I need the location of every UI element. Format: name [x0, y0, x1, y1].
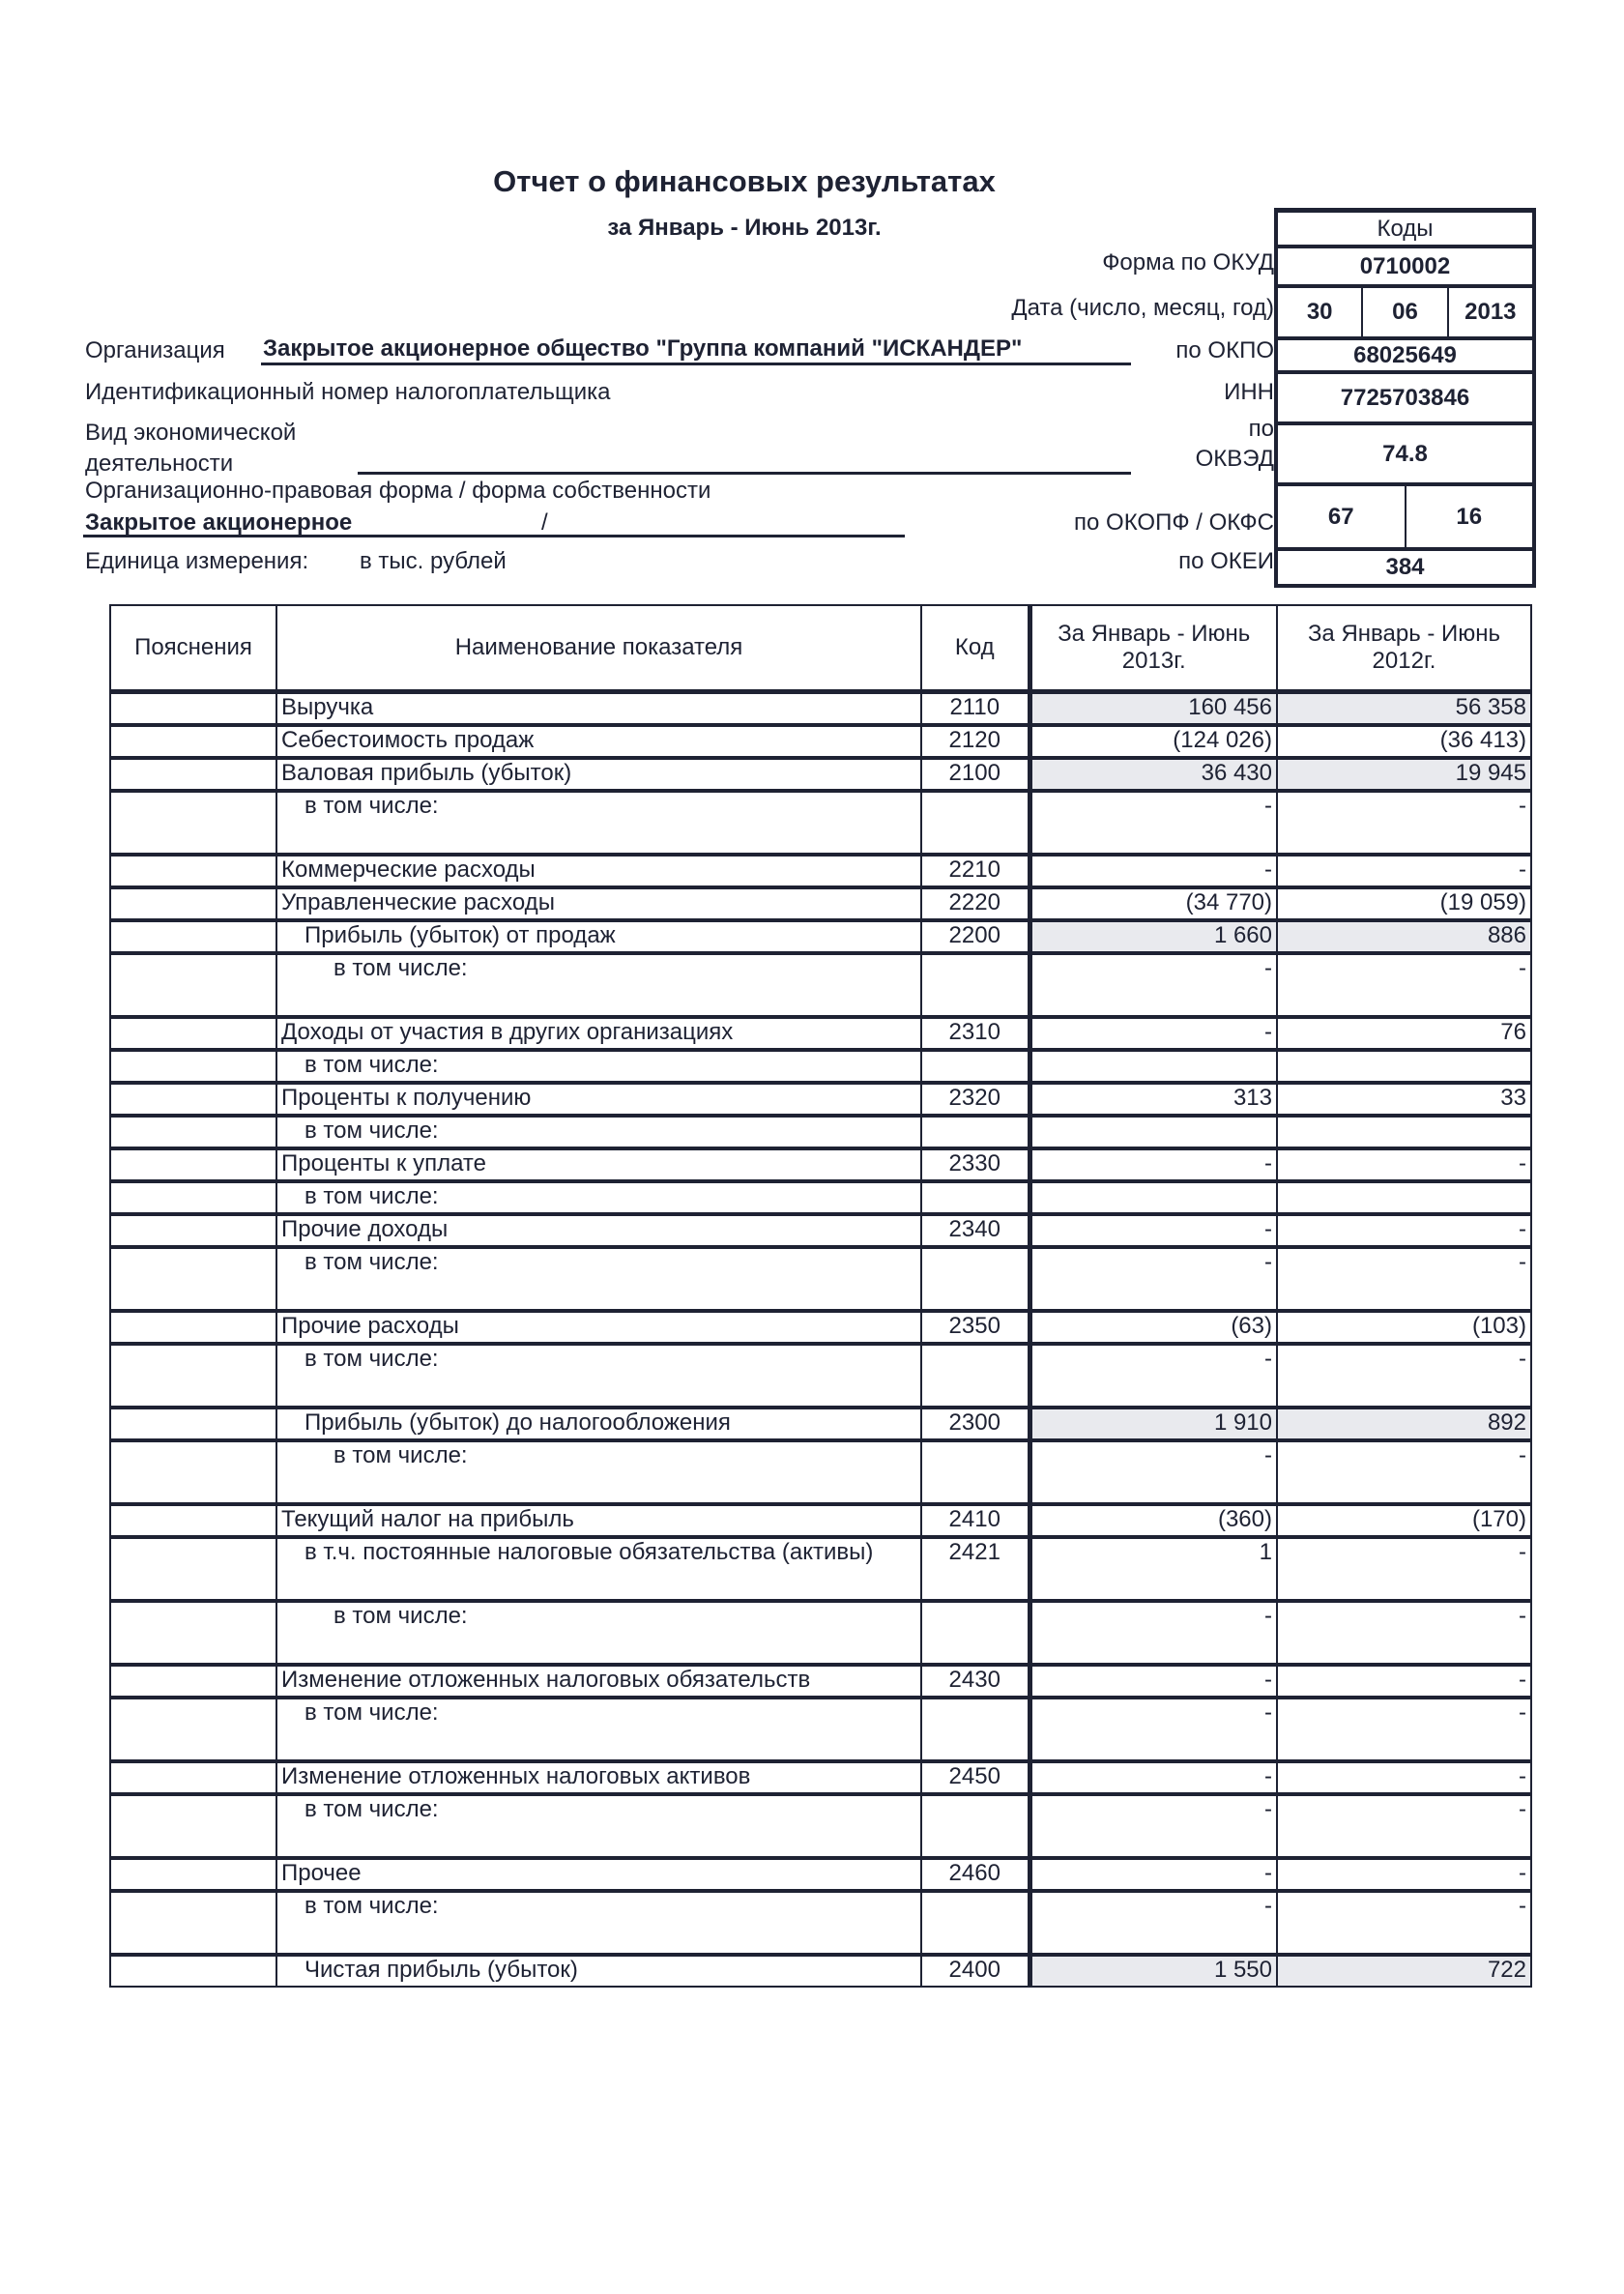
okei-label: по ОКЕИ	[1178, 548, 1274, 574]
table-row	[110, 1181, 1531, 1214]
row-code	[921, 1440, 1030, 1504]
row-notes	[110, 692, 276, 726]
row-indicator: в том числе:	[276, 1181, 921, 1214]
row-value-2013: (34 770)	[1030, 887, 1277, 920]
row-code: 2421	[921, 1537, 1030, 1601]
row-value-2013: -	[1030, 1891, 1277, 1955]
inn-label: Идентификационный номер налогоплательщика	[85, 379, 611, 405]
row-value-2012: (19 059)	[1277, 887, 1531, 920]
row-value-2012	[1277, 1116, 1531, 1148]
row-value-2012: (170)	[1277, 1504, 1531, 1537]
row-indicator: Изменение отложенных налоговых активов	[276, 1761, 921, 1794]
row-value-2012: -	[1277, 1214, 1531, 1247]
codes-header: Коды	[1278, 213, 1532, 248]
row-notes	[110, 1344, 276, 1408]
row-value-2013: 1 550	[1030, 1955, 1277, 1987]
okved-label-2: ОКВЭД	[1195, 446, 1274, 472]
table-row	[110, 758, 1531, 791]
row-indicator: Прочее	[276, 1858, 921, 1891]
row-value-2012: 892	[1277, 1408, 1531, 1440]
table-row	[110, 1891, 1531, 1955]
table-row	[110, 1247, 1531, 1311]
okved-label-1: по	[1248, 416, 1274, 442]
organization-underline	[261, 363, 1131, 365]
row-notes	[110, 1537, 276, 1601]
row-code	[921, 1050, 1030, 1083]
row-value-2013: 313	[1030, 1083, 1277, 1116]
row-code	[921, 1116, 1030, 1148]
okud-label: Форма по ОКУД	[1102, 249, 1274, 276]
row-code	[921, 1344, 1030, 1408]
row-code: 2430	[921, 1665, 1030, 1698]
row-code	[921, 791, 1030, 855]
row-notes	[110, 887, 276, 920]
legal-form-label: Организационно-правовая форма / форма собственности	[85, 478, 711, 504]
row-value-2013: -	[1030, 1858, 1277, 1891]
row-notes	[110, 1116, 276, 1148]
row-code: 2310	[921, 1017, 1030, 1050]
row-code: 2100	[921, 758, 1030, 791]
table-row	[110, 1214, 1531, 1247]
row-value-2012: 33	[1277, 1083, 1531, 1116]
row-notes	[110, 1601, 276, 1665]
report-period: за Январь - Июнь 2013г.	[607, 215, 882, 241]
inn-code: 7725703846	[1278, 374, 1532, 425]
col-notes: Пояснения	[110, 605, 276, 692]
row-indicator: в том числе:	[276, 1794, 921, 1858]
row-value-2012: -	[1277, 1148, 1531, 1181]
row-value-2012: -	[1277, 791, 1531, 855]
col-2012: За Январь - Июнь 2012г.	[1277, 605, 1531, 692]
row-value-2012: -	[1277, 1537, 1531, 1601]
row-notes	[110, 725, 276, 758]
row-code: 2400	[921, 1955, 1030, 1987]
row-value-2012: 56 358	[1277, 692, 1531, 726]
okopf-code: 67	[1327, 503, 1354, 530]
row-notes	[110, 1504, 276, 1537]
row-notes	[110, 1181, 276, 1214]
row-indicator: в том числе:	[276, 1891, 921, 1955]
row-value-2013: -	[1030, 1761, 1277, 1794]
row-indicator: Прибыль (убыток) до налогообложения	[276, 1408, 921, 1440]
activity-underline	[358, 472, 1131, 475]
row-code	[921, 1698, 1030, 1761]
row-notes	[110, 1148, 276, 1181]
row-notes	[110, 758, 276, 791]
row-value-2013: 1 910	[1030, 1408, 1277, 1440]
table-row	[110, 692, 1531, 726]
row-value-2013: -	[1030, 1148, 1277, 1181]
row-value-2013: 36 430	[1030, 758, 1277, 791]
row-value-2012: 76	[1277, 1017, 1531, 1050]
activity-label-1: Вид экономической	[85, 420, 297, 446]
legal-form-value: Закрытое акционерное	[85, 509, 353, 536]
row-code	[921, 1181, 1030, 1214]
row-value-2012: -	[1277, 1794, 1531, 1858]
date-label: Дата (число, месяц, год)	[1011, 295, 1274, 321]
table-row	[110, 1504, 1531, 1537]
row-notes	[110, 1408, 276, 1440]
row-value-2012: -	[1277, 1665, 1531, 1698]
row-value-2013: 160 456	[1030, 692, 1277, 726]
row-code: 2340	[921, 1214, 1030, 1247]
row-value-2013	[1030, 1050, 1277, 1083]
date-day: 30	[1306, 299, 1333, 325]
row-indicator: Чистая прибыль (убыток)	[276, 1955, 921, 1987]
row-value-2013: (360)	[1030, 1504, 1277, 1537]
okopf-label: по ОКОПФ / ОКФС	[1074, 509, 1274, 536]
row-value-2013: (63)	[1030, 1311, 1277, 1344]
inn-code-label: ИНН	[1224, 379, 1274, 405]
financial-results-table	[109, 604, 1532, 1988]
okopf-okfs-codes	[1278, 486, 1532, 551]
row-indicator: в том числе:	[276, 1116, 921, 1148]
row-notes	[110, 1858, 276, 1891]
row-value-2013: -	[1030, 1665, 1277, 1698]
row-value-2012	[1277, 1181, 1531, 1214]
row-value-2013: -	[1030, 1017, 1277, 1050]
row-code: 2320	[921, 1083, 1030, 1116]
row-notes	[110, 1017, 276, 1050]
row-indicator: Прочие расходы	[276, 1311, 921, 1344]
table-row	[110, 1698, 1531, 1761]
row-code: 2410	[921, 1504, 1030, 1537]
row-value-2012: 722	[1277, 1955, 1531, 1987]
unit-label: Единица измерения:	[85, 548, 309, 574]
row-value-2012	[1277, 1050, 1531, 1083]
row-notes	[110, 953, 276, 1017]
table-row	[110, 1017, 1531, 1050]
table-row	[110, 887, 1531, 920]
row-indicator: Изменение отложенных налоговых обязательств	[276, 1665, 921, 1698]
row-value-2013: -	[1030, 1440, 1277, 1504]
row-notes	[110, 1955, 276, 1987]
organization-value: Закрытое акционерное общество "Группа компаний "ИСКАНДЕР"	[263, 335, 1023, 362]
row-indicator: Коммерческие расходы	[276, 855, 921, 887]
col-code: Код	[921, 605, 1030, 692]
row-value-2012: -	[1277, 1440, 1531, 1504]
row-value-2013	[1030, 1116, 1277, 1148]
row-code	[921, 1891, 1030, 1955]
activity-label-2: деятельности	[85, 450, 234, 477]
row-value-2013: -	[1030, 1698, 1277, 1761]
table-row	[110, 953, 1531, 1017]
row-code: 2200	[921, 920, 1030, 953]
row-indicator: в том числе:	[276, 1247, 921, 1311]
row-value-2012: -	[1277, 1698, 1531, 1761]
row-code: 2300	[921, 1408, 1030, 1440]
okpo-code: 68025649	[1278, 340, 1532, 374]
row-notes	[110, 1665, 276, 1698]
row-indicator: Текущий налог на прибыль	[276, 1504, 921, 1537]
row-value-2012: -	[1277, 1891, 1531, 1955]
row-value-2012: (36 413)	[1277, 725, 1531, 758]
table-row	[110, 725, 1531, 758]
row-indicator: в том числе:	[276, 1344, 921, 1408]
row-value-2012: -	[1277, 1344, 1531, 1408]
legal-form-separator: /	[541, 509, 548, 536]
unit-value: в тыс. рублей	[360, 548, 507, 574]
row-indicator: в том числе:	[276, 1050, 921, 1083]
row-value-2012: 19 945	[1277, 758, 1531, 791]
row-value-2012: -	[1277, 1247, 1531, 1311]
row-code: 2450	[921, 1761, 1030, 1794]
row-value-2012: -	[1277, 855, 1531, 887]
row-notes	[110, 855, 276, 887]
table-row	[110, 1794, 1531, 1858]
table-row	[110, 791, 1531, 855]
row-value-2012: 886	[1277, 920, 1531, 953]
table-row	[110, 855, 1531, 887]
col-2013: За Январь - Июнь 2013г.	[1030, 605, 1277, 692]
table-row	[110, 1083, 1531, 1116]
row-code: 2110	[921, 692, 1030, 726]
date-codes	[1278, 288, 1532, 340]
table-header	[110, 605, 1531, 692]
row-indicator: Выручка	[276, 692, 921, 726]
row-notes	[110, 1311, 276, 1344]
row-code	[921, 1247, 1030, 1311]
row-notes	[110, 1440, 276, 1504]
row-code: 2220	[921, 887, 1030, 920]
row-indicator: в том числе:	[276, 791, 921, 855]
row-notes	[110, 1761, 276, 1794]
table-row	[110, 1601, 1531, 1665]
row-value-2013: -	[1030, 1247, 1277, 1311]
table-row	[110, 1858, 1531, 1891]
row-indicator: Проценты к уплате	[276, 1148, 921, 1181]
row-indicator: Валовая прибыль (убыток)	[276, 758, 921, 791]
date-month: 06	[1361, 288, 1446, 336]
table-row	[110, 1050, 1531, 1083]
okud-code: 0710002	[1278, 248, 1532, 288]
row-code: 2330	[921, 1148, 1030, 1181]
date-year: 2013	[1447, 288, 1532, 336]
row-indicator: в т.ч. постоянные налоговые обязательства (активы)	[276, 1537, 921, 1601]
organization-label: Организация	[85, 337, 225, 363]
row-value-2013: -	[1030, 791, 1277, 855]
codes-box	[1274, 208, 1536, 588]
row-value-2012: (103)	[1277, 1311, 1531, 1344]
okei-code: 384	[1385, 554, 1425, 580]
row-indicator: Прочие доходы	[276, 1214, 921, 1247]
row-code	[921, 953, 1030, 1017]
row-code	[921, 1601, 1030, 1665]
table-row	[110, 1440, 1531, 1504]
row-value-2013: 1 660	[1030, 920, 1277, 953]
row-value-2013: -	[1030, 855, 1277, 887]
okpo-label: по ОКПО	[1175, 337, 1274, 363]
table-row	[110, 1665, 1531, 1698]
table-row	[110, 1116, 1531, 1148]
row-indicator: в том числе:	[276, 953, 921, 1017]
table-row	[110, 1408, 1531, 1440]
okfs-code: 16	[1405, 486, 1533, 547]
row-indicator: в том числе:	[276, 1440, 921, 1504]
okved-code: 74.8	[1278, 425, 1532, 486]
table-row	[110, 1955, 1531, 1987]
table-row	[110, 1148, 1531, 1181]
row-value-2012: -	[1277, 1601, 1531, 1665]
row-indicator: Себестоимость продаж	[276, 725, 921, 758]
row-code: 2460	[921, 1858, 1030, 1891]
row-notes	[110, 1698, 276, 1761]
row-indicator: Управленческие расходы	[276, 887, 921, 920]
table-row	[110, 1761, 1531, 1794]
row-value-2012: -	[1277, 953, 1531, 1017]
report-title: Отчет о финансовых результатах	[493, 164, 996, 198]
row-value-2013	[1030, 1181, 1277, 1214]
row-value-2012: -	[1277, 1761, 1531, 1794]
row-value-2013: -	[1030, 1794, 1277, 1858]
row-notes	[110, 1050, 276, 1083]
table-row	[110, 1537, 1531, 1601]
row-value-2013: -	[1030, 1344, 1277, 1408]
table-row	[110, 1344, 1531, 1408]
row-indicator: Доходы от участия в других организациях	[276, 1017, 921, 1050]
row-notes	[110, 1891, 276, 1955]
table-row	[110, 920, 1531, 953]
row-indicator: в том числе:	[276, 1601, 921, 1665]
row-code	[921, 1794, 1030, 1858]
row-value-2013: -	[1030, 953, 1277, 1017]
row-code: 2120	[921, 725, 1030, 758]
legal-form-underline	[83, 535, 905, 537]
col-indicator: Наименование показателя	[276, 605, 921, 692]
row-code: 2210	[921, 855, 1030, 887]
row-value-2013: -	[1030, 1601, 1277, 1665]
row-notes	[110, 1083, 276, 1116]
row-notes	[110, 791, 276, 855]
row-notes	[110, 1214, 276, 1247]
row-indicator: Прибыль (убыток) от продаж	[276, 920, 921, 953]
row-value-2013: (124 026)	[1030, 725, 1277, 758]
row-notes	[110, 920, 276, 953]
row-indicator: в том числе:	[276, 1698, 921, 1761]
row-code: 2350	[921, 1311, 1030, 1344]
row-value-2013: 1	[1030, 1537, 1277, 1601]
row-value-2013: -	[1030, 1214, 1277, 1247]
table-row	[110, 1311, 1531, 1344]
row-indicator: Проценты к получению	[276, 1083, 921, 1116]
row-value-2012: -	[1277, 1858, 1531, 1891]
row-notes	[110, 1247, 276, 1311]
row-notes	[110, 1794, 276, 1858]
